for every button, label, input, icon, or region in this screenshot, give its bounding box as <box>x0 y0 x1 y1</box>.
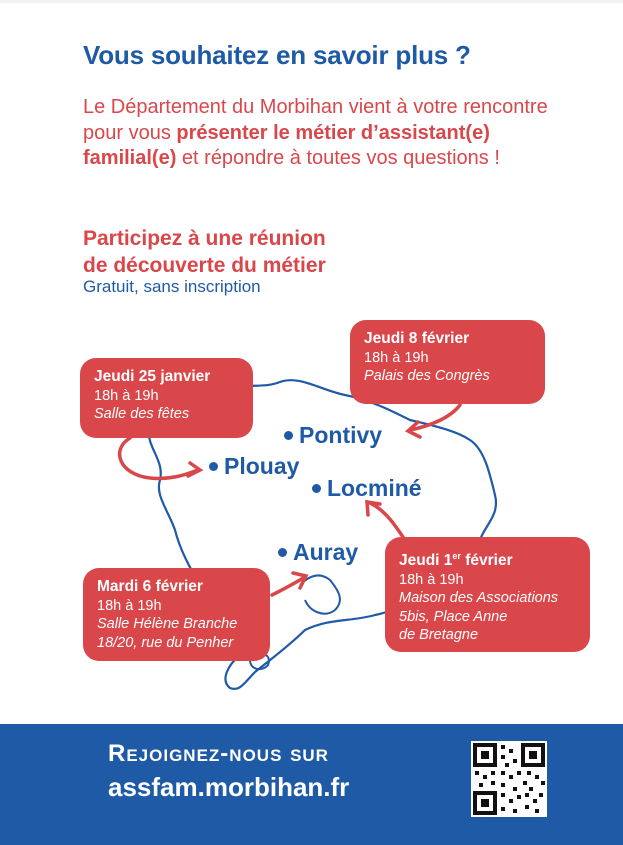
morbihan-map <box>0 300 623 700</box>
map-dot-icon <box>312 484 321 493</box>
intro-part1: Le Département du Morbihan vient à votre rencontre pour vous <box>83 96 548 144</box>
event-time: 18h à 19h <box>364 349 429 366</box>
event-bubble-plouay <box>80 358 253 438</box>
meeting-title <box>83 225 326 279</box>
intro-part2: et répondre à toutes vos questions ! <box>176 147 500 169</box>
page-title: Vous souhaitez en savoir plus ? <box>83 40 471 70</box>
city-label: Pontivy <box>299 422 383 448</box>
city-plouay <box>209 453 299 480</box>
event-date: Mardi 6 février <box>97 578 203 595</box>
city-label: Locminé <box>327 475 422 501</box>
top-border <box>0 0 623 3</box>
event-place-line3: de Bretagne <box>399 627 479 644</box>
event-place-line1: Salle Hélène Branche <box>97 616 238 632</box>
map-dot-icon <box>278 548 287 557</box>
event-place: Salle des fêtes <box>94 406 190 422</box>
event-bubble-locmine <box>385 537 590 652</box>
map-dot-icon <box>209 462 218 471</box>
event-date: Jeudi 25 janvier <box>94 368 211 385</box>
city-label: Plouay <box>224 453 300 479</box>
event-date: Jeudi 8 février <box>364 330 470 347</box>
city-label: Auray <box>293 539 359 565</box>
event-date <box>399 547 576 571</box>
meeting-title-line2: de découverte du métier <box>83 254 326 277</box>
city-auray <box>278 539 358 566</box>
website-link[interactable]: assfam.morbihan.fr <box>108 772 350 802</box>
event-bubble-pontivy <box>350 320 545 404</box>
event-time: 18h à 19h <box>399 571 464 588</box>
event-time: 18h à 19h <box>94 387 159 404</box>
event-place-line2: 18/20, rue du Penher <box>97 634 234 651</box>
city-locmine <box>312 475 422 502</box>
event-place: Palais des Congrès <box>364 368 490 384</box>
join-label: Rejoignez-nous sur <box>108 740 329 767</box>
event-place-line2: 5bis, Place Anne <box>399 608 508 625</box>
map-dot-icon <box>284 431 293 440</box>
event-time: 18h à 19h <box>97 597 162 614</box>
city-pontivy <box>284 422 382 449</box>
meeting-note: Gratuit, sans inscription <box>83 277 261 296</box>
intro-bold: présenter le métier d’assistant(e) familial(e) <box>83 121 490 169</box>
event-place-line1: Maison des Associations <box>399 590 559 607</box>
event-date-suffix: février <box>460 552 513 570</box>
event-date-prefix: Jeudi 1 <box>399 552 453 570</box>
event-bubble-auray <box>83 568 270 661</box>
intro-text <box>83 95 553 172</box>
qr-code-icon <box>471 741 547 817</box>
meeting-title-line1: Participez à une réunion <box>83 227 326 250</box>
event-date-sup: er <box>452 551 461 561</box>
